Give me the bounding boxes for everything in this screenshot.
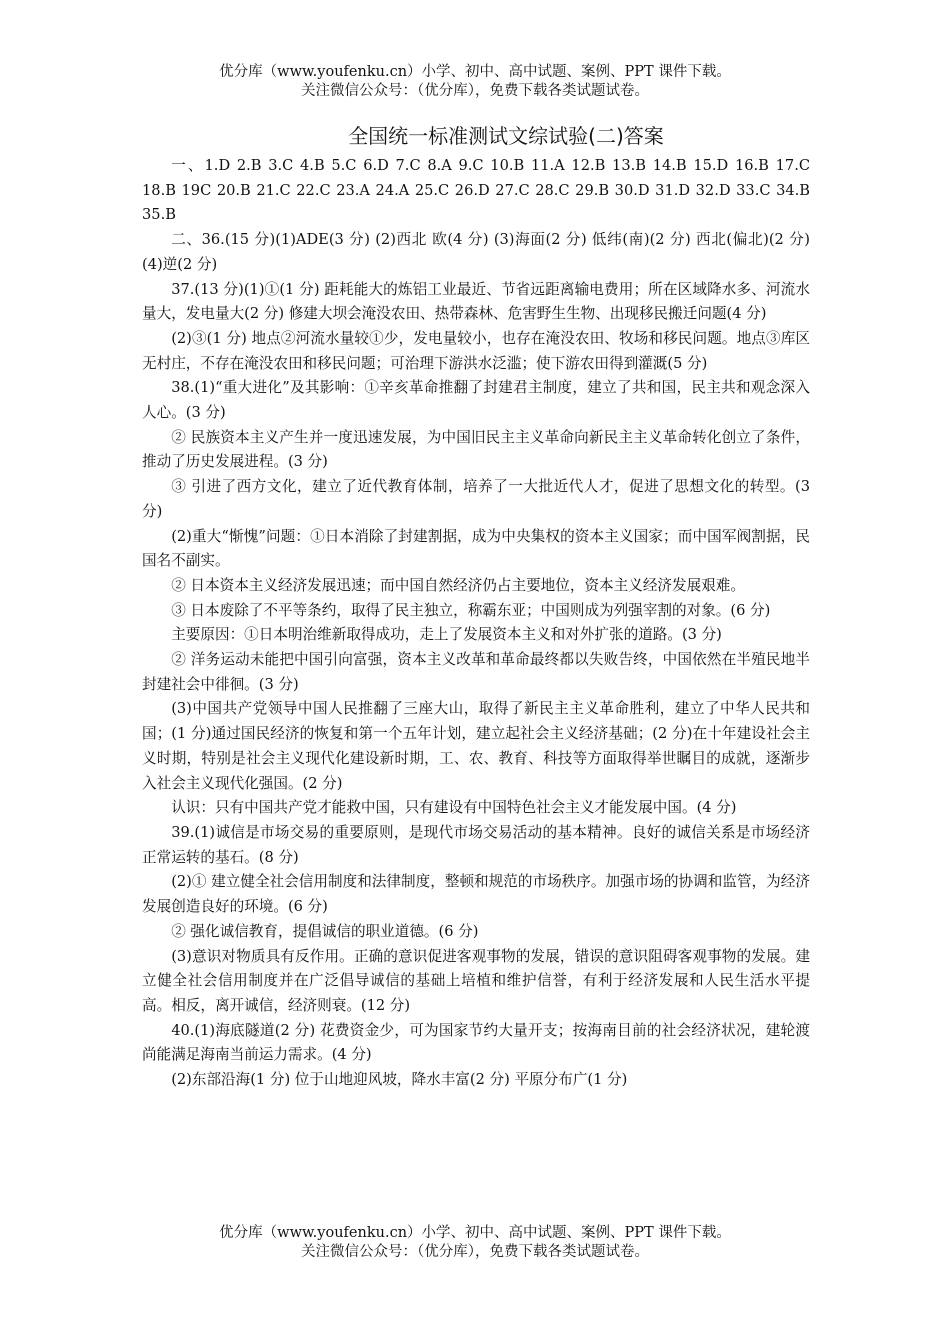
answer-paragraph: 认识：只有中国共产党才能救中国，只有建设有中国特色社会主义才能发展中国。(4 分)	[171, 799, 737, 817]
page-footer	[0, 1224, 950, 1262]
answer-paragraph: ③ 日本废除了不平等条约，取得了民主独立，称霸东亚；中国则成为列强宰割的对象。(6 分)	[171, 601, 771, 619]
footer-line-1: 优分库（www.youfenku.cn）小学、初中、高中试题、案例、PPT 课件下载。	[219, 1225, 731, 1241]
answer-paragraph: ② 洋务运动未能把中国引向富强，资本主义改革和革命最终都以失败告终，中国依然在半殖民地半封建社会中徘徊。(3 分)	[142, 651, 810, 693]
answer-paragraph: 二、36.(15 分)(1)ADE(3 分) (2)西北 欧(4 分) (3)海面(2 分) 低纬(南)(2 分) 西北(偏北)(2 分) (4)逆(2 分)	[142, 231, 810, 273]
answer-paragraph: ③ 引进了西方文化，建立了近代教育体制，培养了一大批近代人才，促进了思想文化的转型。(3 分)	[142, 478, 810, 520]
multiple-choice-answers: 一、1.D 2.B 3.C 4.B 5.C 6.D 7.C 8.A 9.C 10.B 11.A 12.B 13.B 14.B 15.D 16.B 17.C 18.B 19C 20.B 21.C 22.C 23.A 24.A 25.C 26.D 27.C 28.C 29.B 30.D 31.D 32.D 33.C 34.B 35.B	[142, 157, 810, 224]
header-line-1: 优分库（www.youfenku.cn）小学、初中、高中试题、案例、PPT 课件下载。	[219, 64, 731, 80]
document-title: 全国统一标准测试文综试验(二)答案	[348, 124, 664, 148]
answer-paragraph: (2)重大“惭愧”问题：①日本消除了封建割据，成为中央集权的资本主义国家；而中国军阀割据，民国名不副实。	[142, 527, 810, 570]
answer-paragraph: 40.(1)海底隧道(2 分) 花费资金少，可为国家节约大量开支；按海南目前的社会经济状况，建轮渡尚能满足海南当前运力需求。(4 分)	[142, 1021, 810, 1064]
answer-document	[142, 122, 810, 1093]
answer-paragraph: ② 民族资本主义产生并一度迅速发展，为中国旧民主主义革命向新民主主义革命转化创立了条件，推动了历史发展进程。(3 分)	[142, 428, 810, 471]
footer-line-2: 关注微信公众号：（优分库），免费下载各类试题试卷。	[301, 1244, 649, 1260]
answer-paragraph: (2)① 建立健全社会信用制度和法律制度，整顿和规范的市场秩序。加强市场的协调和监管，为经济发展创造良好的环境。(6 分)	[142, 873, 810, 916]
answer-paragraph: 38.(1)“重大进化”及其影响：①辛亥革命推翻了封建君主制度，建立了共和国，民主共和观念深入人心。(3 分)	[142, 379, 810, 422]
answer-paragraph: ② 日本资本主义经济发展迅速；而中国自然经济仍占主要地位，资本主义经济发展艰难。	[171, 576, 745, 594]
answer-paragraph: (2)东部沿海(1 分) 位于山地迎风坡，降水丰富(2 分) 平原分布广(1 分)	[171, 1071, 628, 1089]
answer-paragraph: (3)意识对物质具有反作用。正确的意识促进客观事物的发展，错误的意识阻碍客观事物的发展。建立健全社会信用制度并在广泛倡导诚信的基础上培植和维护信誉，有利于经济发展和人民生活水平提高。相反，离开诚信，经济则衰。(12 分)	[142, 947, 810, 1014]
answer-paragraph: 37.(13 分)(1)①(1 分) 距耗能大的炼铝工业最近、节省远距离输电费用；所在区域降水多、河流水量大，发电量大(2 分) 修建大坝会淹没农田、热带森林、危害野生生物、出现移民搬迁问题(4 分)	[142, 280, 810, 323]
page-header	[0, 63, 950, 101]
answer-paragraph: 主要原因：①日本明治维新取得成功，走上了发展资本主义和对外扩张的道路。(3 分)	[171, 626, 722, 644]
answer-paragraph: (2)③(1 分) 地点②河流水量较①少，发电量较小，也存在淹没农田、牧场和移民问题。地点③库区无村庄，不存在淹没农田和移民问题；可治理下游洪水泛滥；使下游农田得到灌溉(5 分)	[142, 329, 810, 372]
answer-paragraph: (3)中国共产党领导中国人民推翻了三座大山，取得了新民主主义革命胜利，建立了中华人民共和国；(1 分)通过国民经济的恢复和第一个五年计划，建立起社会主义经济基础；(2 分)在十年建设社会主义时期，特别是社会主义现代化建设新时期，工、农、教育、科技等方面取得举世瞩目的成就，逐渐步入社会主义现代化强国。(2 分)	[142, 700, 810, 792]
answer-paragraph: 39.(1)诚信是市场交易的重要原则，是现代市场交易活动的基本精神。良好的诚信关系是市场经济正常运转的基石。(8 分)	[142, 823, 810, 866]
header-line-2: 关注微信公众号：（优分库），免费下载各类试题试卷。	[301, 83, 649, 99]
answer-paragraph: ② 强化诚信教育，提倡诚信的职业道德。(6 分)	[171, 922, 479, 940]
